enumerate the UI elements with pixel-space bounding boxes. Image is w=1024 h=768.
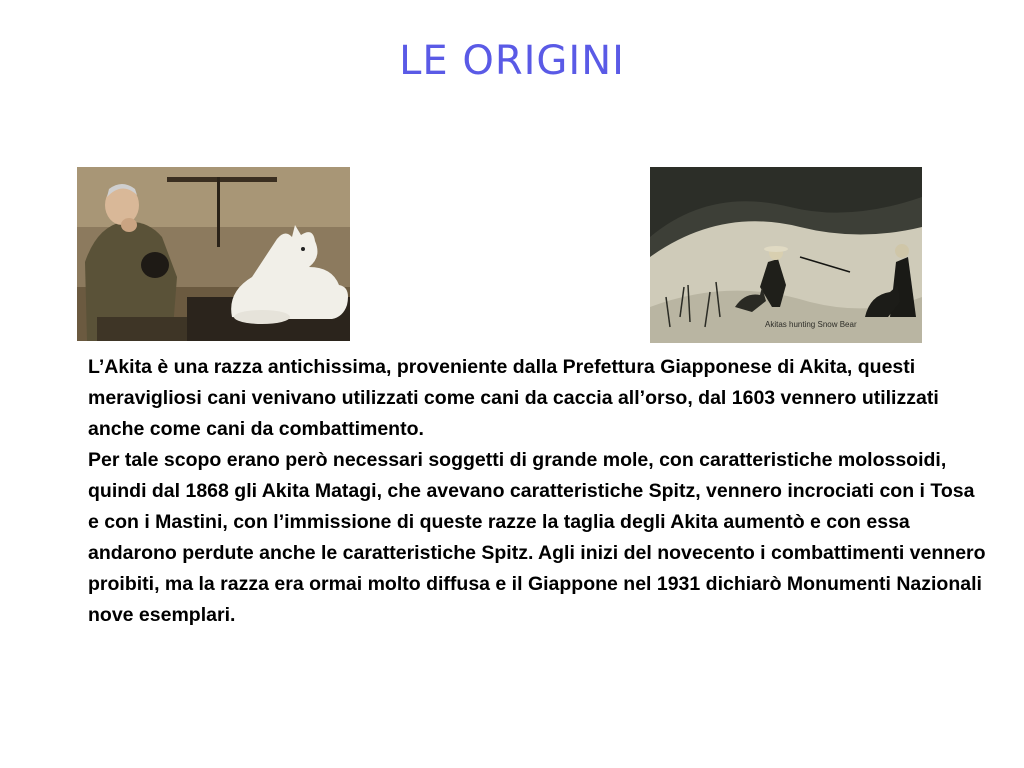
paragraph-crossbreeding: Per tale scopo erano però necessari soggetti di grande mole, con caratteristiche molossoidi, quindi dal 1868 gli Akita Matagi, che avevano caratteristiche Spitz, vennero incrociati con i Tosa e con i Mastini, con l’immissione di queste razze la taglia degli Akita aumentò e con essa andarono perdute anche le caratteristiche Spitz. Agli inizi del novecento i combattimenti vennero proibiti, ma la razza era ormai molto diffusa e il Giappone nel 1931 dichiarò Monumenti Nazionali nove esemplari. [88, 449, 986, 626]
paragraph-origins: L’Akita è una razza antichissima, proveniente dalla Prefettura Giapponese di Akita, questi meravigliosi cani venivano utilizzati come cani da caccia all’orso, dal 1603 vennero utilizzati anche come cani da combattimento. [88, 356, 939, 440]
man-with-akita-photo [77, 167, 350, 341]
body-text [88, 352, 988, 631]
image-caption: Akitas hunting Snow Bear [765, 320, 857, 329]
hunting-scene-painting [650, 167, 922, 343]
slide-title: LE ORIGINI [399, 38, 625, 84]
